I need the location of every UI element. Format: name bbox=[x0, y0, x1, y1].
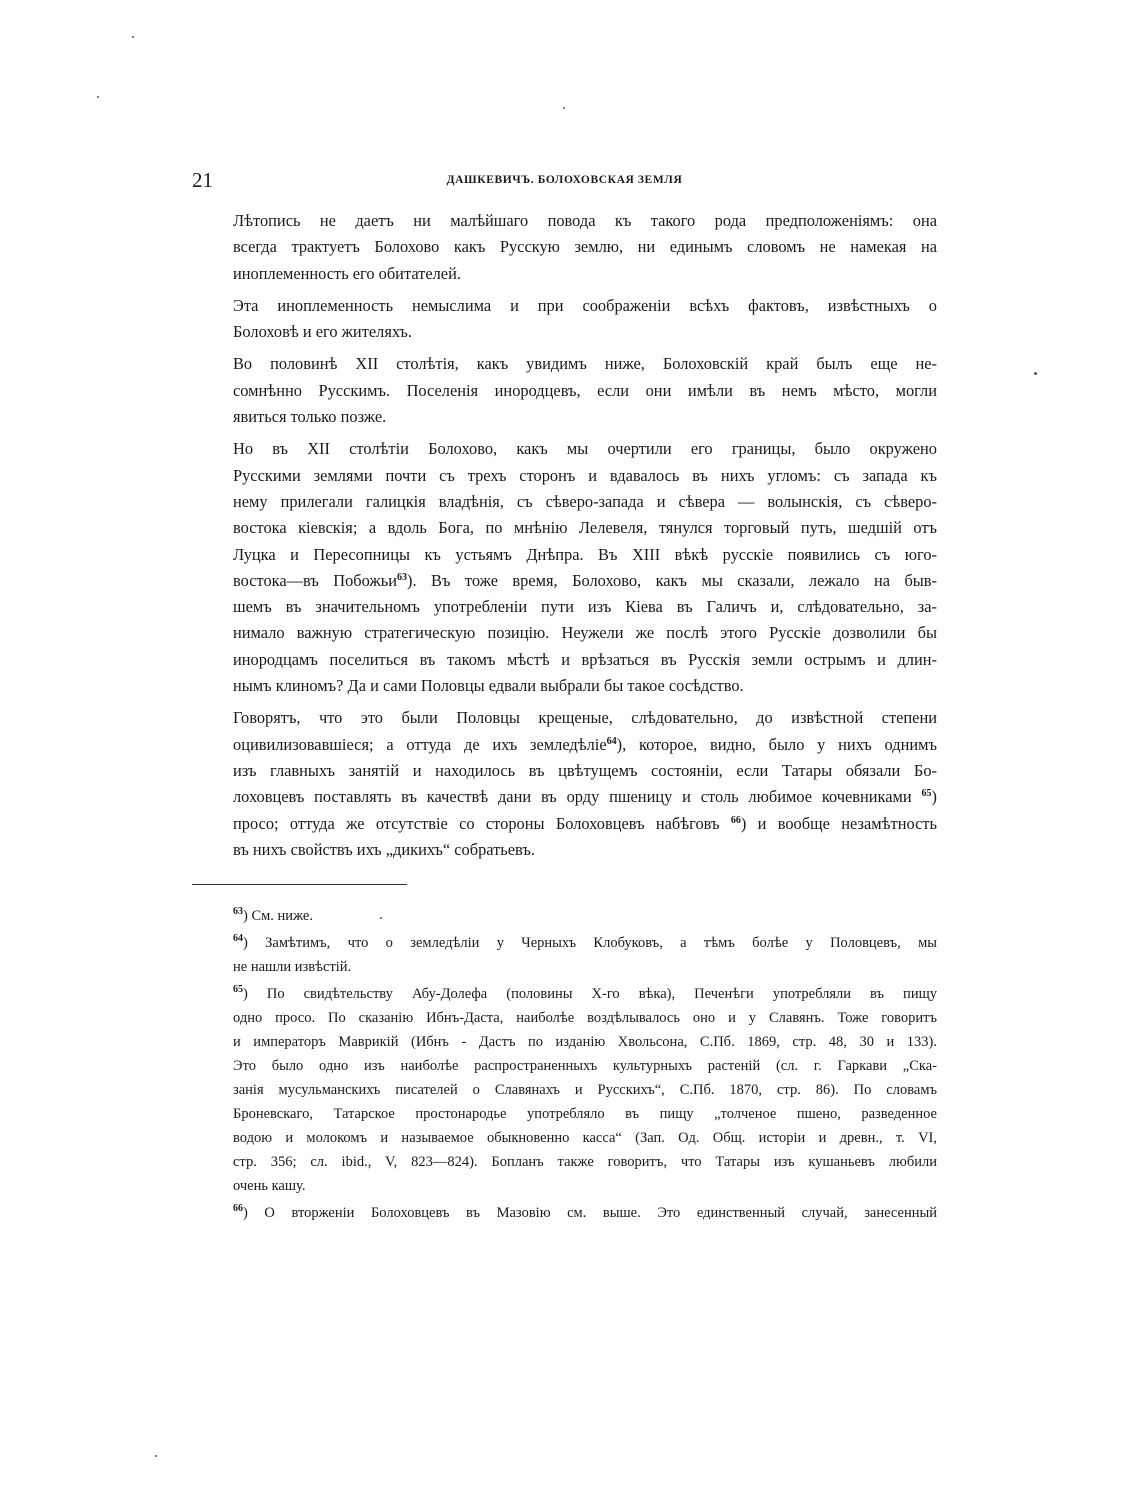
running-title: ДАШКЕВИЧЪ. БОЛОХОВСКАЯ ЗЕМЛЯ bbox=[446, 174, 683, 186]
scan-speck bbox=[97, 96, 99, 98]
text-fragment: ), которое, видно, было у нихъ однимъ bbox=[616, 734, 937, 754]
text-line: сомнѣнно Русскимъ. Поселенія инородцевъ, если они имѣли въ немъ мѣсто, могли bbox=[233, 380, 937, 400]
paragraph-4 bbox=[192, 436, 937, 699]
footnote-65 bbox=[192, 982, 937, 1198]
footnote-separator bbox=[192, 884, 407, 885]
footnote-ref-65[interactable]: 65 bbox=[921, 788, 932, 800]
text-fragment: лоховцевъ поставлять въ качествѣ дани въ орду пшеницу и столь любимое кочевниками bbox=[233, 787, 912, 807]
footnote-64 bbox=[192, 931, 937, 979]
text-fragment: оцивилизовавшіеся; а оттуда де ихъ земледѣліе bbox=[233, 734, 607, 754]
scan-speck bbox=[563, 107, 565, 109]
text-line: стр. 356; сл. ibid., V, 823—824). Бопланъ также говоритъ, что Татары изъ кушаньевъ любили bbox=[233, 1154, 937, 1170]
text-line: занія мусульманскихъ писателей о Славянахъ и Русскихъ“, С.Пб. 1870, стр. 86). По словамъ bbox=[233, 1082, 937, 1098]
text-line: Во половинѣ XII столѣтія, какъ увидимъ ниже, Болоховскій край былъ еще не- bbox=[233, 354, 937, 374]
text-line bbox=[192, 568, 937, 594]
text-line: водою и молокомъ и называемое обыкновенно касса“ (Зап. Од. Общ. исторіи и древн., т. VI, bbox=[233, 1130, 937, 1146]
text-line bbox=[192, 732, 937, 758]
footnote-66 bbox=[192, 1201, 937, 1225]
footnote-ref-64[interactable]: 64 bbox=[606, 735, 617, 747]
paragraph-3 bbox=[192, 351, 937, 430]
footnote-mark: 65 bbox=[233, 984, 243, 995]
footnote-mark: 63 bbox=[233, 906, 243, 917]
paragraph-1 bbox=[192, 208, 937, 287]
text-fragment: ) и вообще незамѣтность bbox=[740, 813, 937, 833]
text-fragment: просо; оттуда же отсутствіе со стороны Болоховцевъ набѣговъ bbox=[233, 813, 720, 833]
text-line: нымъ клиномъ? Да и сами Половцы едвали выбрали бы такое сосѣдство. bbox=[233, 676, 744, 696]
paragraph-5 bbox=[192, 705, 937, 863]
text-line: Русскими землями почти съ трехъ сторонъ и вдавалось въ нихъ угломъ: съ запада къ bbox=[233, 465, 937, 485]
footnote-mark: 66 bbox=[233, 1203, 243, 1214]
footnote-ref-63[interactable]: 63 bbox=[397, 571, 408, 583]
text-line: востока кіевскія; а вдоль Бога, по мнѣнію Лелевеля, тянулся торговый путь, шедшій отъ bbox=[233, 518, 937, 538]
page-header bbox=[192, 168, 937, 192]
scan-speck bbox=[155, 1455, 157, 1457]
text-line: Эта иноплеменность немыслима и при соображеніи всѣхъ фактовъ, извѣстныхъ о bbox=[233, 295, 937, 315]
text-line bbox=[192, 931, 937, 955]
scan-speck bbox=[1034, 372, 1037, 375]
text-line: Лѣтопись не даетъ ни малѣйшаго повода къ такого рода предположеніямъ: она bbox=[233, 211, 937, 230]
main-text bbox=[192, 208, 937, 869]
text-line: явиться только позже. bbox=[233, 407, 387, 427]
footnote-text: ) О вторженіи Болоховцевъ въ Мазовію см. выше. Это единственный случай, занесенный bbox=[243, 1205, 937, 1221]
text-fragment: ) bbox=[931, 787, 937, 807]
paragraph-2 bbox=[192, 293, 937, 346]
text-line: Луцка и Пересопницы къ устьямъ Днѣпра. Въ XIII вѣкѣ русскіе появились съ юго- bbox=[233, 544, 937, 564]
text-line bbox=[192, 784, 937, 810]
footnote-63 bbox=[192, 904, 937, 928]
footnote-text: ) См. ниже. bbox=[243, 908, 313, 924]
text-line: изъ главныхъ занятій и находилось въ цвѣтущемъ состояніи, если Татары обязали Бо- bbox=[233, 760, 937, 780]
footnotes bbox=[192, 904, 937, 1228]
text-line: одно просо. По сказанію Ибнъ-Даста, наиболѣе воздѣлывалось оно и у Славянъ. Тоже говоритъ bbox=[233, 1010, 937, 1026]
text-line bbox=[192, 904, 937, 928]
footnote-ref-66[interactable]: 66 bbox=[730, 814, 741, 826]
text-fragment: ). Въ тоже время, Болохово, какъ мы сказали, лежало на быв- bbox=[407, 570, 937, 590]
text-line: Броневскаго, Татарское простонародье употребляло въ пищу „толченое пшено, разведенное bbox=[233, 1106, 937, 1122]
text-line: иноплеменность его обитателей. bbox=[233, 263, 461, 283]
text-line: очень кашу. bbox=[233, 1178, 306, 1194]
text-line: нему прилегали галицкія владѣнія, съ сѣверо-запада и сѣвера — волынскія, съ сѣверо- bbox=[233, 491, 937, 511]
text-line: и императоръ Маврикій (Ибнъ - Дастъ по изданію Хвольсона, С.Пб. 1869, стр. 48, 30 и 133). bbox=[233, 1034, 937, 1050]
text-line: Но въ XII столѣтіи Болохово, какъ мы очертили его границы, было окружено bbox=[233, 439, 937, 459]
text-line bbox=[192, 982, 937, 1006]
text-fragment: востока—въ Побожьи bbox=[233, 570, 398, 590]
text-line: шемъ въ значительномъ употребленіи пути изъ Кіева въ Галичъ и, слѣдовательно, за- bbox=[233, 597, 937, 617]
text-line: всегда трактуетъ Болохово какъ Русскую землю, ни единымъ словомъ не намекая на bbox=[233, 237, 937, 257]
text-line: нимало важную стратегическую позицію. Неужели же послѣ этого Русскіе дозволили бы bbox=[233, 623, 937, 643]
page-number: 21 bbox=[192, 168, 213, 192]
text-line: инородцамъ поселиться въ такомъ мѣстѣ и врѣзаться въ Русскія земли острымъ и длин- bbox=[233, 649, 937, 669]
text-line: не нашли извѣстій. bbox=[233, 959, 352, 975]
scan-speck bbox=[380, 917, 382, 919]
text-line bbox=[192, 1201, 937, 1225]
text-line: Болоховѣ и его жителяхъ. bbox=[233, 322, 413, 342]
text-line bbox=[192, 811, 937, 837]
text-line: Это было одно изъ наиболѣе распространенныхъ культурныхъ растеній (сл. г. Гаркави „Ска- bbox=[233, 1058, 937, 1074]
footnote-text: ) Замѣтимъ, что о земледѣліи у Черныхъ Клобуковъ, а тѣмъ болѣе у Половцевъ, мы bbox=[243, 935, 937, 951]
footnote-mark: 64 bbox=[233, 933, 243, 944]
text-line: Говорятъ, что это были Половцы крещеные, слѣдовательно, до извѣстной степени bbox=[233, 708, 937, 728]
scan-speck bbox=[132, 36, 134, 38]
footnote-text: ) По свидѣтельству Абу-Долефа (половины X-го вѣка), Печенѣги употребляли въ пищу bbox=[243, 986, 937, 1002]
text-line: въ нихъ свойствъ ихъ „дикихъ“ собратьевъ. bbox=[233, 839, 535, 859]
